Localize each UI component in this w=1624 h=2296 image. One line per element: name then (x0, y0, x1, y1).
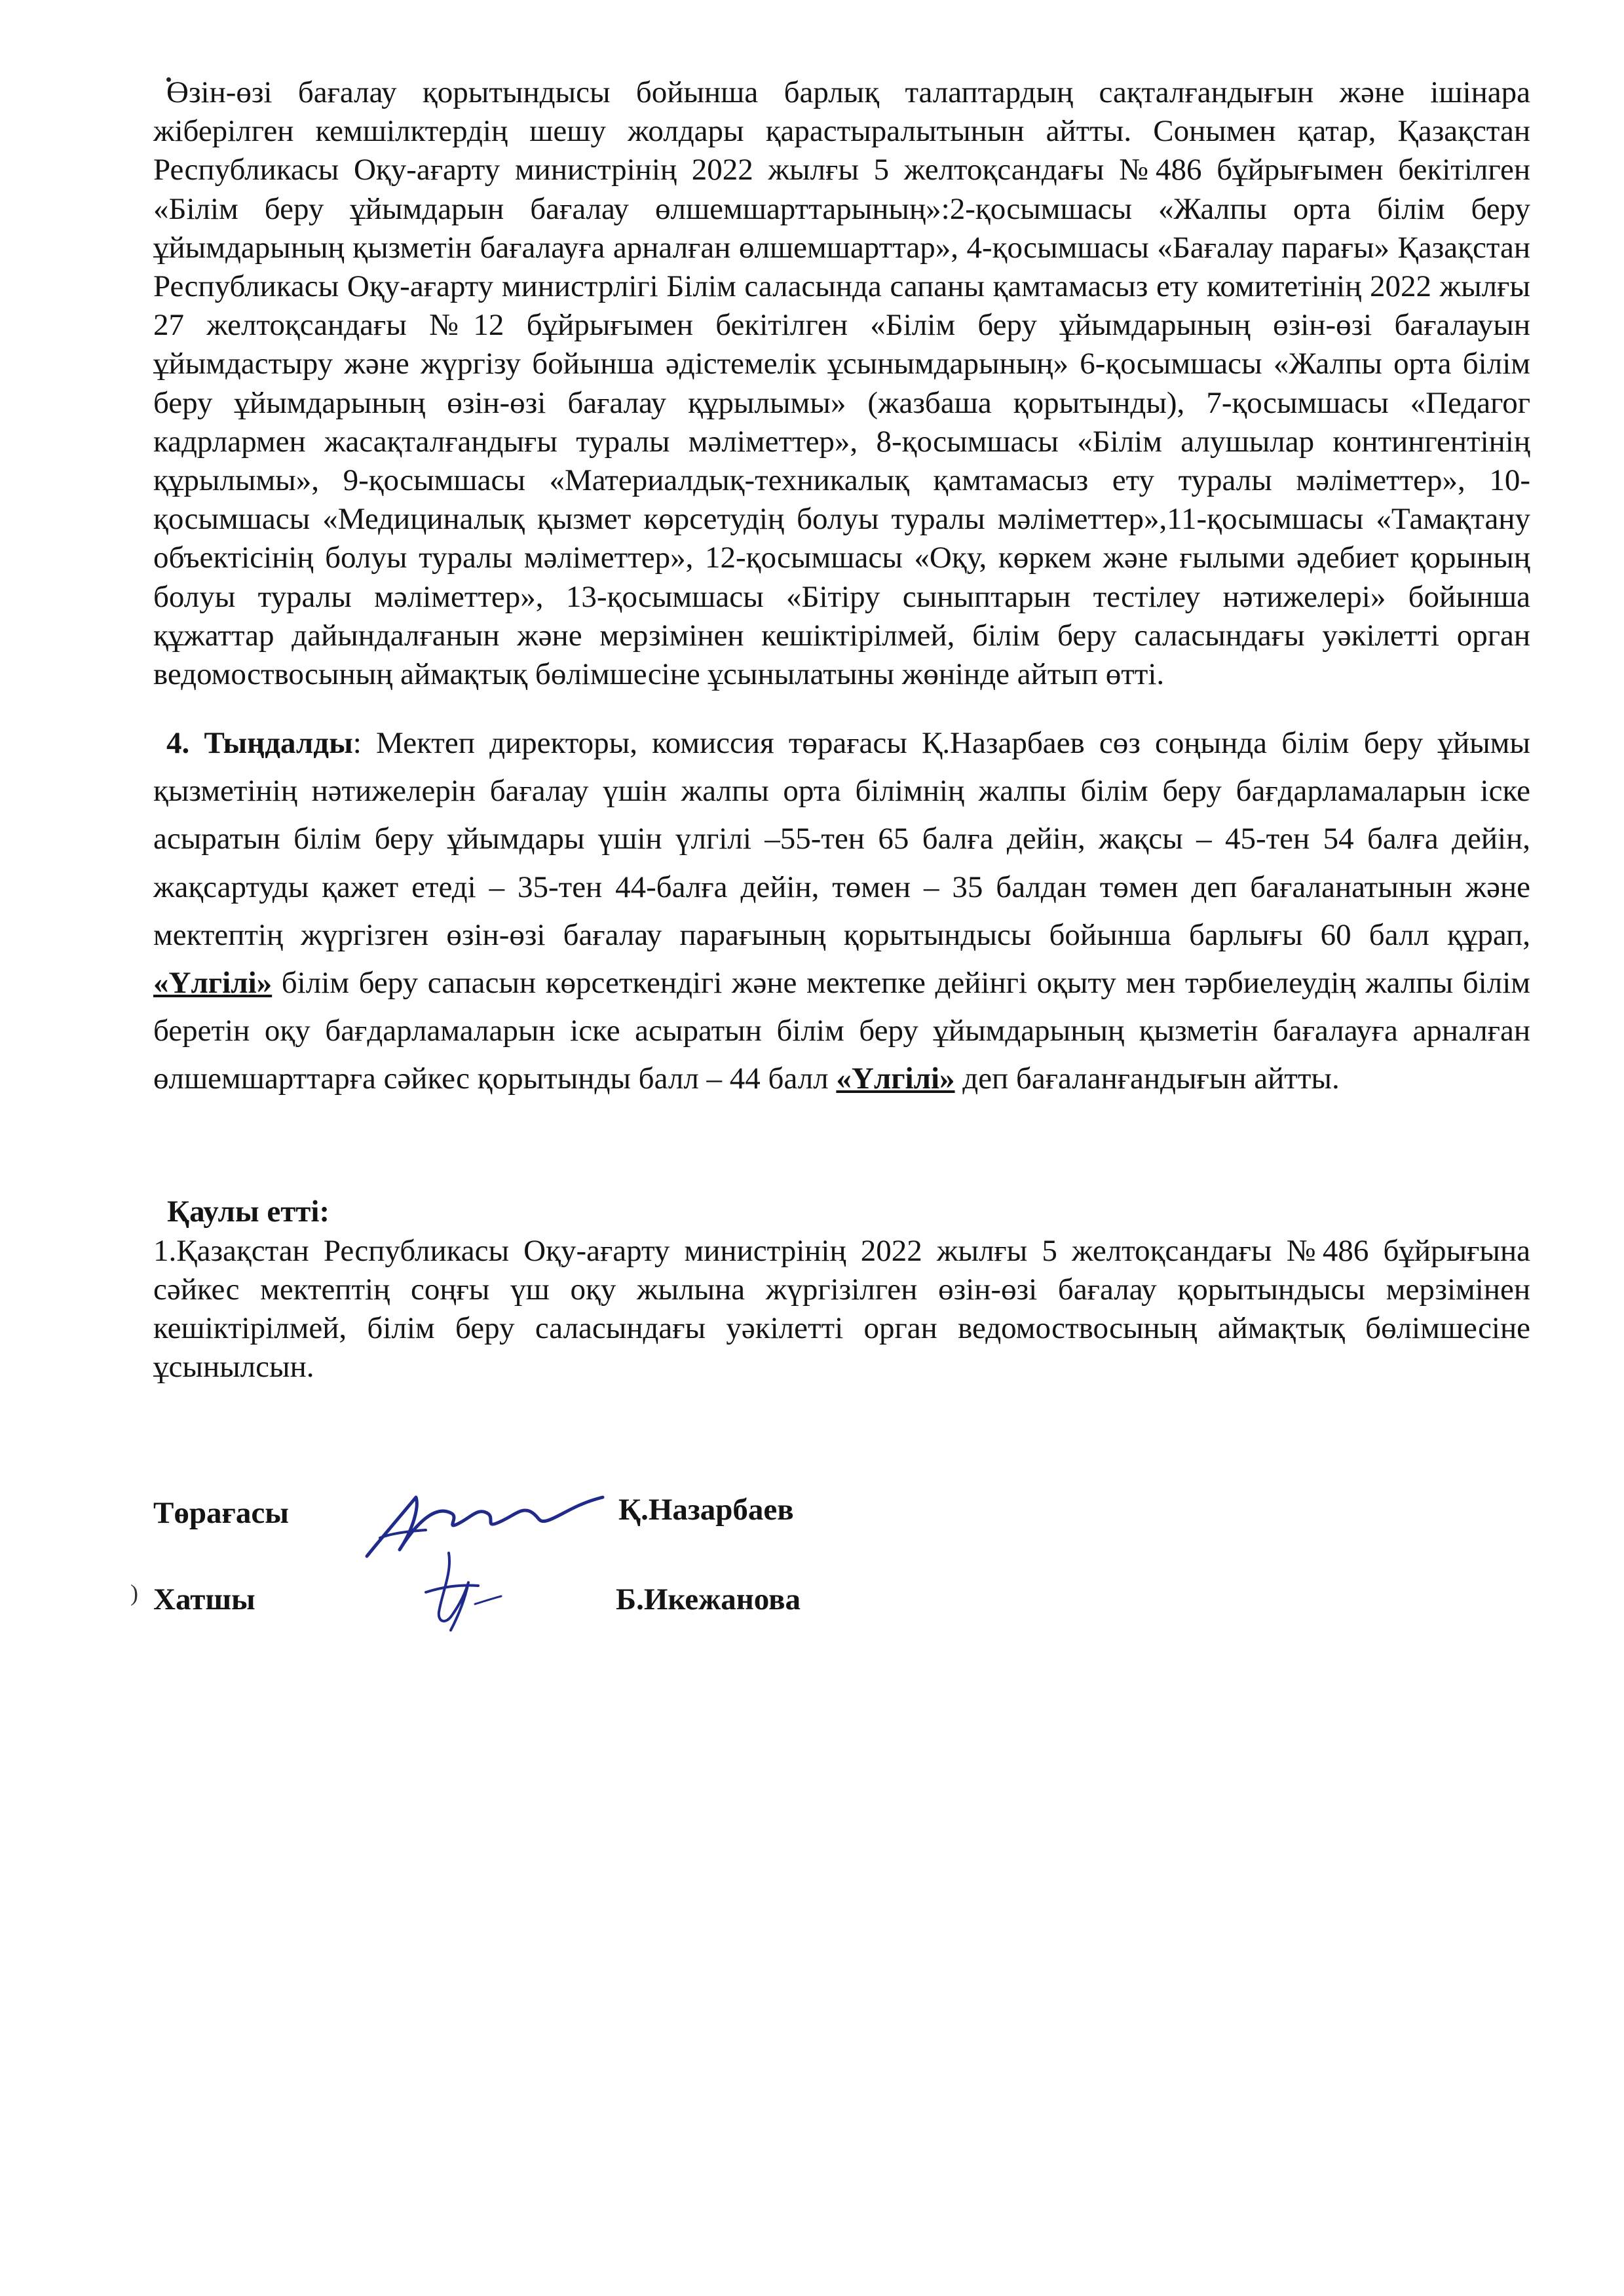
item-4-text-part1: : Мектеп директоры, комиссия төрағасы Қ.Назарбаев сөз соңында білім беру ұйымы қызметінің нәтижелерін бағалау үшін жалпы орта білімнің жалпы білім беру бағдарламаларын іске асыратын білім беру ұйымдары үшін үлгілі –55-тен 65 балға дейін, жақсы – 45-тен 54 балға дейін, жақсартуды қажет етеді – 35-тен 44-балға дейін, төмен – 35 балдан төмен деп бағаланатынын және мектептің жүргізген өзін-өзі бағалау парағының қорытындысы бойынша барлығы 60 балл құрап, (153, 726, 1530, 952)
chairman-label: Төрағасы (153, 1496, 289, 1530)
item-4-text-part3: деп бағаланғандығын айтты. (954, 1062, 1340, 1096)
rating-exemplary-1: «Үлгілі» (153, 966, 273, 1001)
rating-exemplary-2: «Үлгілі» (836, 1062, 955, 1096)
secretary-signature (413, 1546, 518, 1638)
paragraph-self-assessment-text: Өзін-өзі бағалау қорытындысы бойынша барлық талаптардың сақталғандығын және ішінара жіберілген кемшілктердің шешу жолдары қарастыралытынын айтты. Сонымен қатар, Қазақстан Республикасы Оқу-ағарту министрінің 2022 жылғы 5 желтоқсандағы №486 бұйрығымен бекітілген «Білім беру ұйымдарын бағалау өлшемшарттарының»:2-қосымшасы «Жалпы орта білім беру ұйымдарының қызметін бағалауға арналған өлшемшарттар», 4-қосымшасы «Бағалау парағы» Қазақстан Республикасы Оқу-ағарту министрлігі Білім саласында сапаны қамтамасыз ету комитетінің 2022 жылғы 27 желтоқсандағы №12 бұйрығымен бекітілген «Білім беру ұйымдарының өзін-өзі бағалауын ұйымдастыру және жүргізу бойынша әдістемелік ұсынымдарының» 6-қосымшасы «Жалпы орта білім беру ұйымдарының өзін-өзі бағалау құрылымы» (жазбаша қорытынды), 7-қосымшасы «Педагог кадрлармен жасақталғандығы туралы мәліметтер», 8-қосымшасы «Білім алушылар контингентінің құрылымы», 9-қосымшасы «Материалдық-техникалық қамтамасыз ету туралы мәліметтер», 10-қосымшасы «Медициналық қызмет көрсетудің болуы туралы мәліметтер»,11-қосымшасы «Тамақтану объектісінің болуы туралы мәліметтер», 12-қосымшасы «Оқу, көркем және ғылыми әдебиет қорының болуы туралы мәліметтер», 13-қосымшасы «Бітіру сыныптарын тестілеу нәтижелері» бойынша құжаттар дайындалғанын және мерзімінен кешіктірілмей, білім беру саласындағы уәкілетті орган ведомоствосының аймақтық бөлімшесіне ұсынылатыны жөнінде айтып өтті. (153, 75, 1530, 692)
secretary-label: Хатшы (153, 1582, 255, 1617)
item-4-heard (153, 719, 1530, 1103)
secretary-name: Б.Икежанова (616, 1582, 801, 1617)
resolution-paragraph: 1.Қазақстан Республикасы Оқу-ағарту министрінің 2022 жылғы 5 желтоқсандағы №486 бұйрығына сәйкес мектептің соңғы үш оқу жылына жүргізілген өзін-өзі бағалау қорытындысы мерзімінен кешіктірілмей, білім беру саласындағы уәкілетті орган ведомоствосының аймақтық бөлімшесіне ұсынылсын. (153, 1234, 1530, 1384)
resolved-heading: Қаулы етті: (167, 1195, 330, 1229)
item-4-heading: 4. Тыңдалды (166, 726, 353, 760)
margin-mark: ) (130, 1580, 138, 1606)
chairman-name: Қ.Назарбаев (618, 1493, 794, 1527)
item-4-text-part2: білім беру сапасын көрсеткендігі және мектепке дейінгі оқыту мен тәрбиелеудің жалпы білім беретін оқу бағдарламаларын іске асыратын білім беру ұйымдарының қызметін бағалауға арналған өлшемшарттарға сәйкес қорытынды балл – 44 балл (153, 966, 1530, 1096)
paragraph-self-assessment (153, 73, 1530, 694)
